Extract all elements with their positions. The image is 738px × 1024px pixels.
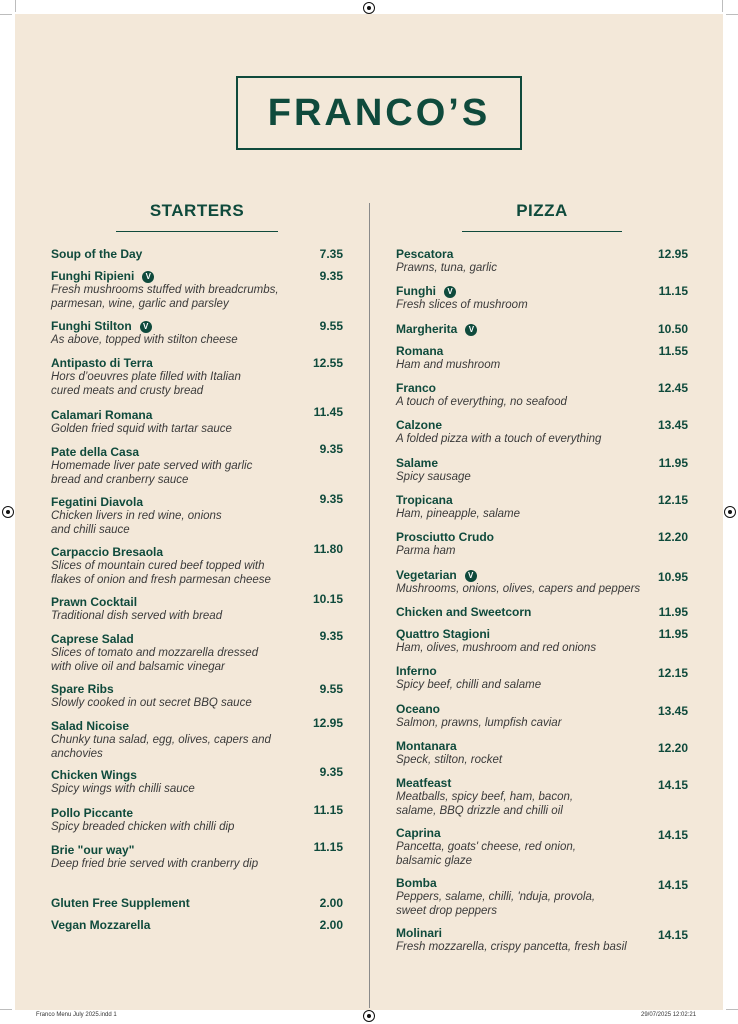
menu-item-price: 10.95 [657, 570, 688, 584]
menu-item-name-text: Oceano [396, 702, 441, 716]
pizza-title: PIZZA [516, 201, 568, 220]
menu-item-price: 12.55 [312, 356, 343, 370]
menu-item-name-text: Funghi Stilton [51, 319, 132, 333]
menu-item [396, 627, 596, 655]
menu-item-description: A folded pizza with a touch of everything [396, 433, 602, 445]
menu-item-price: 13.45 [657, 418, 688, 432]
vegetarian-icon: V [465, 324, 477, 336]
column-divider [369, 203, 370, 1008]
menu-item-description: Traditional dish served with bread [51, 610, 223, 622]
menu-item-description: Fresh mozzarella, crispy pancetta, fresh basil [396, 941, 627, 953]
menu-item-price: 10.15 [312, 592, 343, 606]
menu-item-price: 12.95 [312, 716, 343, 730]
menu-item [396, 247, 497, 275]
menu-item [51, 896, 190, 910]
menu-item-description: Chunky tuna salad, egg, olives, capers and [51, 734, 271, 746]
menu-item-price: 11.45 [313, 405, 343, 419]
menu-item [396, 322, 477, 336]
crop-mark [726, 1009, 738, 1010]
menu-item-price: 9.35 [319, 629, 343, 643]
menu-item-price: 9.35 [319, 269, 343, 283]
menu-item-name [396, 826, 576, 840]
logo [236, 76, 522, 150]
menu-item-price: 11.95 [658, 605, 688, 619]
menu-item-name [51, 319, 238, 333]
menu-item-name [51, 682, 252, 696]
menu-item-price: 11.95 [658, 456, 688, 470]
menu-item-name-text: Funghi [396, 284, 436, 298]
menu-item-description: salame, BBQ drizzle and chilli oil [396, 805, 563, 817]
menu-item-name [51, 545, 271, 559]
menu-item [396, 776, 573, 818]
menu-item-description: Chicken livers in red wine, onions [51, 510, 222, 522]
menu-item [396, 605, 531, 619]
menu-item-price: 12.15 [657, 493, 688, 507]
menu-item-price: 12.95 [657, 247, 688, 261]
menu-item-name-text: Montanara [396, 739, 457, 753]
menu-item-name-text: Quattro Stagioni [396, 627, 490, 641]
menu-item-price: 12.45 [657, 381, 688, 395]
menu-item-name [396, 876, 595, 890]
menu-item-description: Ham and mushroom [396, 359, 501, 371]
menu-item-description: Spicy beef, chilli and salame [396, 679, 542, 691]
menu-item-description: Spicy wings with chilli sauce [51, 783, 195, 795]
registration-mark-icon [363, 2, 375, 14]
menu-item [396, 876, 595, 918]
menu-item-name-text: Antipasto di Terra [51, 356, 153, 370]
menu-item-description: Meatballs, spicy beef, ham, bacon, [396, 791, 574, 803]
crop-mark [0, 1009, 12, 1010]
menu-item-name [396, 381, 567, 395]
menu-item-name [51, 719, 271, 733]
menu-item-name-text: Bomba [396, 876, 437, 890]
menu-item-description: Spicy sausage [396, 471, 471, 483]
menu-item-name [51, 269, 279, 283]
menu-item [51, 806, 234, 834]
menu-item [51, 356, 241, 398]
vegetarian-icon: V [142, 271, 154, 283]
menu-item-name [51, 495, 222, 509]
menu-item-name-text: Chicken and Sweetcorn [396, 605, 532, 619]
menu-item-name [396, 456, 471, 470]
menu-item-name [51, 356, 241, 370]
menu-item [396, 826, 576, 868]
menu-item-price: 11.55 [658, 344, 688, 358]
crop-mark [722, 0, 723, 12]
menu-item [396, 344, 500, 372]
starters-title: STARTERS [149, 201, 245, 220]
menu-item-description: A touch of everything, no seafood [396, 396, 567, 408]
menu-item-name-text: Franco [396, 381, 437, 395]
footer-file: Franco Menu July 2025.indd 1 [36, 1012, 117, 1018]
vegetarian-icon: V [465, 570, 477, 582]
menu-item-name-text: Brie "our way" [51, 843, 135, 857]
menu-item-name [396, 247, 497, 261]
menu-item-name-text: Carpaccio Bresaola [51, 545, 164, 559]
menu-item-description: Deep fried brie served with cranberry dip [51, 858, 259, 870]
menu-item-description: Fresh slices of mushroom [396, 299, 528, 311]
menu-item-price: 2.00 [319, 896, 343, 910]
menu-item [51, 632, 258, 674]
menu-item-description: Peppers, salame, chilli, 'nduja, provola, [396, 891, 596, 903]
menu-item-price: 11.15 [658, 284, 688, 298]
menu-item-description: cured meats and crusty bread [51, 385, 204, 397]
menu-item [51, 247, 142, 261]
menu-item-name [396, 739, 502, 753]
menu-item-name [396, 627, 596, 641]
menu-item-name [396, 926, 627, 940]
menu-item-price: 14.15 [657, 878, 688, 892]
menu-item-name [396, 493, 520, 507]
menu-item-name-text: Caprese Salad [51, 632, 134, 646]
menu-item-description: Fresh mushrooms stuffed with breadcrumbs, [51, 284, 279, 296]
crop-mark [726, 14, 738, 15]
menu-item-description: Salmon, prawns, lumpfish caviar [396, 717, 562, 729]
menu-item-price: 11.15 [313, 803, 343, 817]
menu-item [51, 545, 271, 587]
menu-item-name-text: Meatfeast [396, 776, 452, 790]
menu-item-name [396, 530, 494, 544]
menu-item-name-text: Vegan Mozzarella [51, 918, 151, 932]
menu-item-name [396, 776, 573, 790]
menu-item [51, 918, 150, 932]
menu-item-name-text: Prosciutto Crudo [396, 530, 494, 544]
menu-item-name-text: Vegetarian [396, 568, 457, 582]
menu-item-price: 12.15 [657, 666, 688, 680]
menu-item [396, 418, 601, 446]
menu-item-name [396, 418, 601, 432]
menu-item [51, 768, 195, 796]
menu-item-description: Pancetta, goats' cheese, red onion, [396, 841, 576, 853]
menu-item-name [51, 595, 222, 609]
menu-item-description: Golden fried squid with tartar sauce [51, 423, 232, 435]
menu-item [396, 739, 502, 767]
menu-item-name [396, 605, 531, 619]
menu-item-description: Mushrooms, onions, olives, capers and peppers [396, 583, 641, 595]
registration-mark-icon [363, 1010, 375, 1022]
menu-item-price: 9.35 [319, 765, 343, 779]
menu-item-description: bread and cranberry sauce [51, 474, 189, 486]
menu-item [396, 702, 562, 730]
menu-item-name-text: Salame [396, 456, 439, 470]
registration-mark-icon [2, 506, 14, 518]
menu-item-price: 12.20 [657, 530, 688, 544]
menu-item-name-text: Molinari [396, 926, 443, 940]
menu-item-description: Hors d’oeuvres plate filled with Italian [51, 371, 241, 383]
menu-item-name [51, 247, 142, 261]
menu-item [396, 664, 541, 692]
menu-item-name [396, 702, 562, 716]
menu-item [51, 319, 238, 347]
menu-item-name [396, 568, 640, 582]
menu-item [51, 495, 222, 537]
menu-item-name [396, 664, 541, 678]
menu-item-price: 2.00 [319, 918, 343, 932]
menu-item-price: 9.35 [319, 492, 343, 506]
menu-item-description: Homemade liver pate served with garlic [51, 460, 253, 472]
menu-item-price: 13.45 [657, 704, 688, 718]
menu-item-description: Ham, olives, mushroom and red onions [396, 642, 597, 654]
menu-item-description: Spicy breaded chicken with chilli dip [51, 821, 235, 833]
menu-item-price: 9.35 [319, 442, 343, 456]
vegetarian-icon: V [140, 321, 152, 333]
menu-item-name [51, 896, 190, 910]
menu-item-price: 11.15 [313, 840, 343, 854]
menu-item-name [396, 322, 477, 336]
menu-item-description: with olive oil and balsamic vinegar [51, 661, 225, 673]
menu-item-description: and chilli sauce [51, 524, 130, 536]
menu-item [51, 269, 279, 311]
menu-item [51, 719, 271, 761]
starters-rule [116, 231, 278, 232]
menu-item-name [51, 768, 195, 782]
menu-item-name [51, 918, 150, 932]
menu-item-name-text: Gluten Free Supplement [51, 896, 190, 910]
crop-mark [0, 14, 12, 15]
menu-item-name-text: Pollo Piccante [51, 806, 134, 820]
menu-item-name-text: Salad Nicoise [51, 719, 130, 733]
menu-item [396, 284, 528, 312]
menu-item-description: anchovies [51, 748, 103, 760]
menu-item [51, 408, 232, 436]
menu-item-description: balsamic glaze [396, 855, 473, 867]
menu-item-name-text: Calzone [396, 418, 443, 432]
menu-item [51, 843, 258, 871]
menu-item-price: 14.15 [657, 828, 688, 842]
menu-item [396, 530, 494, 558]
menu-item-name-text: Tropicana [396, 493, 453, 507]
menu-item [396, 926, 627, 954]
menu-item-price: 10.50 [657, 322, 688, 336]
menu-item-price: 9.55 [319, 682, 343, 696]
menu-item-name-text: Chicken Wings [51, 768, 137, 782]
menu-item-description: sweet drop peppers [396, 905, 498, 917]
menu-item-name-text: Soup of the Day [51, 247, 143, 261]
menu-item [51, 445, 252, 487]
menu-item-price: 9.55 [319, 319, 343, 333]
footer-timestamp: 29/07/2025 12:02:21 [641, 1012, 697, 1018]
menu-item-description: As above, topped with stilton cheese [51, 334, 238, 346]
menu-item-name [51, 806, 234, 820]
menu-item-description: flakes of onion and fresh parmesan cheese [51, 574, 271, 586]
menu-item-name-text: Margherita [396, 322, 458, 336]
menu-item [396, 456, 471, 484]
logo-text: FRANCO’S [267, 91, 491, 134]
registration-mark-icon [724, 506, 736, 518]
menu-item-name-text: Romana [396, 344, 444, 358]
menu-item-name-text: Inferno [396, 664, 437, 678]
menu-item [396, 381, 567, 409]
menu-item [396, 568, 640, 596]
pizza-rule [462, 231, 622, 232]
menu-item [51, 595, 222, 623]
menu-item-name [396, 344, 500, 358]
menu-item-name [396, 284, 528, 298]
menu-item-name [51, 445, 252, 459]
menu-item [396, 493, 520, 521]
menu-item-description: Ham, pineapple, salame [396, 508, 521, 520]
menu-item-name-text: Caprina [396, 826, 441, 840]
menu-item-name-text: Pate della Casa [51, 445, 140, 459]
menu-item-description: Speck, stilton, rocket [396, 754, 503, 766]
menu-item-name-text: Prawn Cocktail [51, 595, 138, 609]
menu-item-description: Slowly cooked in out secret BBQ sauce [51, 697, 252, 709]
menu-item-description: Prawns, tuna, garlic [396, 262, 497, 274]
vegetarian-icon: V [444, 286, 456, 298]
menu-item-description: Slices of tomato and mozzarella dressed [51, 647, 259, 659]
menu-item-description: Slices of mountain cured beef topped with [51, 560, 265, 572]
menu-item-price: 14.15 [657, 928, 688, 942]
menu-item [51, 682, 252, 710]
menu-item-name [51, 843, 258, 857]
menu-item-price: 7.35 [319, 247, 343, 261]
menu-item-name-text: Fegatini Diavola [51, 495, 144, 509]
menu-item-name [51, 632, 258, 646]
menu-item-price: 11.95 [658, 627, 688, 641]
menu-item-description: Parma ham [396, 545, 456, 557]
menu-item-description: parmesan, wine, garlic and parsley [51, 298, 229, 310]
menu-item-name-text: Calamari Romana [51, 408, 153, 422]
menu-item-price: 12.20 [657, 741, 688, 755]
menu-item-price: 14.15 [657, 778, 688, 792]
menu-item-price: 11.80 [313, 542, 343, 556]
menu-item-name-text: Funghi Ripieni [51, 269, 135, 283]
menu-item-name-text: Pescatora [396, 247, 454, 261]
crop-mark [15, 0, 16, 12]
menu-item-name-text: Spare Ribs [51, 682, 114, 696]
menu-item-name [51, 408, 232, 422]
